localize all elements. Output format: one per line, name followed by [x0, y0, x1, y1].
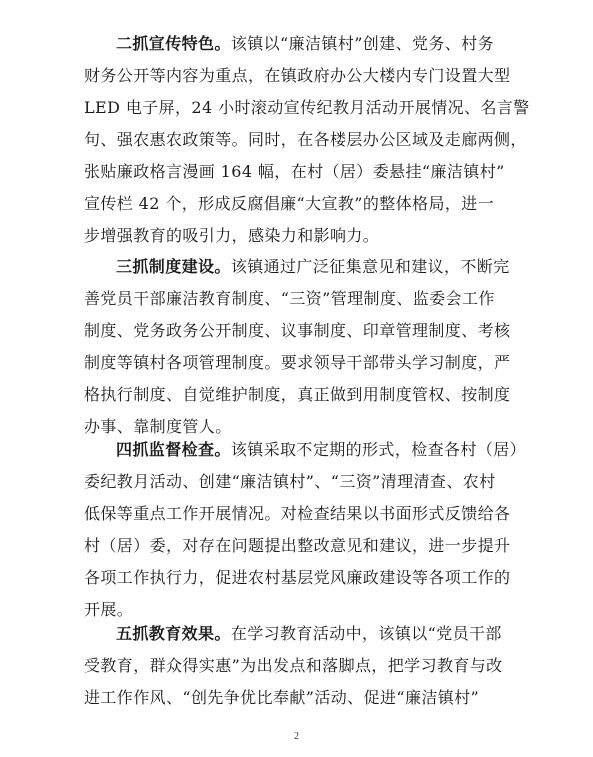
paragraph-first-line: [84, 618, 516, 650]
text-line: 受教育，群众得实惠”为出发点和落脚点，把学习教育与改: [84, 656, 503, 675]
text-line: 在学习教育活动中，该镇以“党员干部: [230, 624, 502, 643]
paragraph-publicity: [84, 28, 530, 252]
paragraph-first-line: [84, 434, 527, 466]
text-line: 制度、党务政务公开制度、议事制度、印章管理制度、考核: [84, 321, 511, 340]
paragraph-education-results: [84, 618, 516, 714]
text-line: 该镇采取不定期的形式，检查各村（居）: [230, 440, 527, 459]
paragraph-system-building: [84, 251, 516, 443]
paragraph-heading: 四抓监督检查。: [116, 440, 231, 459]
text-line: LED 电子屏，24 小时滚动宣传纪教月活动开展情况、名言警: [84, 98, 530, 117]
text-line: 村（居）委，对存在问题提出整改意见和建议，进一步提升: [84, 536, 511, 555]
paragraph-heading: 五抓教育效果。: [116, 624, 231, 643]
paragraph-heading: 二抓宣传特色。: [116, 34, 231, 53]
text-line: 该镇通过广泛征集意见和建议，不断完: [230, 257, 510, 276]
paragraph-first-line: [84, 251, 516, 283]
text-line: 该镇以“廉洁镇村”创建、党务、村务: [230, 34, 494, 53]
text-line: 句、强农惠农政策等。同时，在各楼层办公区域及走廊两侧，: [84, 130, 527, 149]
text-line: 办事、靠制度管人。: [84, 417, 232, 436]
paragraph-supervision: [84, 434, 527, 626]
text-line: 财务公开等内容为重点，在镇政府办公大楼内专门设置大型: [84, 66, 511, 85]
text-line: 步增强教育的吸引力，感染力和影响力。: [84, 226, 380, 245]
paragraph-first-line: [84, 28, 516, 60]
text-line: 宣传栏 42 个，形成反腐倡廉“大宣教”的整体格局，进一: [84, 194, 495, 213]
text-line: 委纪教月活动、创建“廉洁镇村”、“三资”清理清查、农村: [84, 472, 496, 491]
text-line: 进工作作风、“创先争优比奉献”活动、促进“廉洁镇村”: [84, 688, 480, 707]
text-line: 格执行制度、自觉维护制度，真正做到用制度管权、按制度: [84, 385, 511, 404]
paragraph-heading: 三抓制度建设。: [116, 257, 231, 276]
text-line: 制度等镇村各项管理制度。要求领导干部带头学习制度，严: [84, 353, 511, 372]
text-line: 各项工作执行力，促进农村基层党风廉政建设等各项工作的: [84, 568, 511, 587]
text-line: 开展。: [84, 600, 134, 619]
text-line: 张贴廉政格言漫画 164 幅，在村（居）委悬挂“廉洁镇村”: [84, 162, 505, 181]
page-number: 2: [294, 731, 299, 742]
text-line: 低保等重点工作开展情况。对检查结果以书面形式反馈给各: [84, 504, 511, 523]
text-line: 善党员干部廉洁教育制度、“三资”管理制度、监委会工作: [84, 289, 495, 308]
